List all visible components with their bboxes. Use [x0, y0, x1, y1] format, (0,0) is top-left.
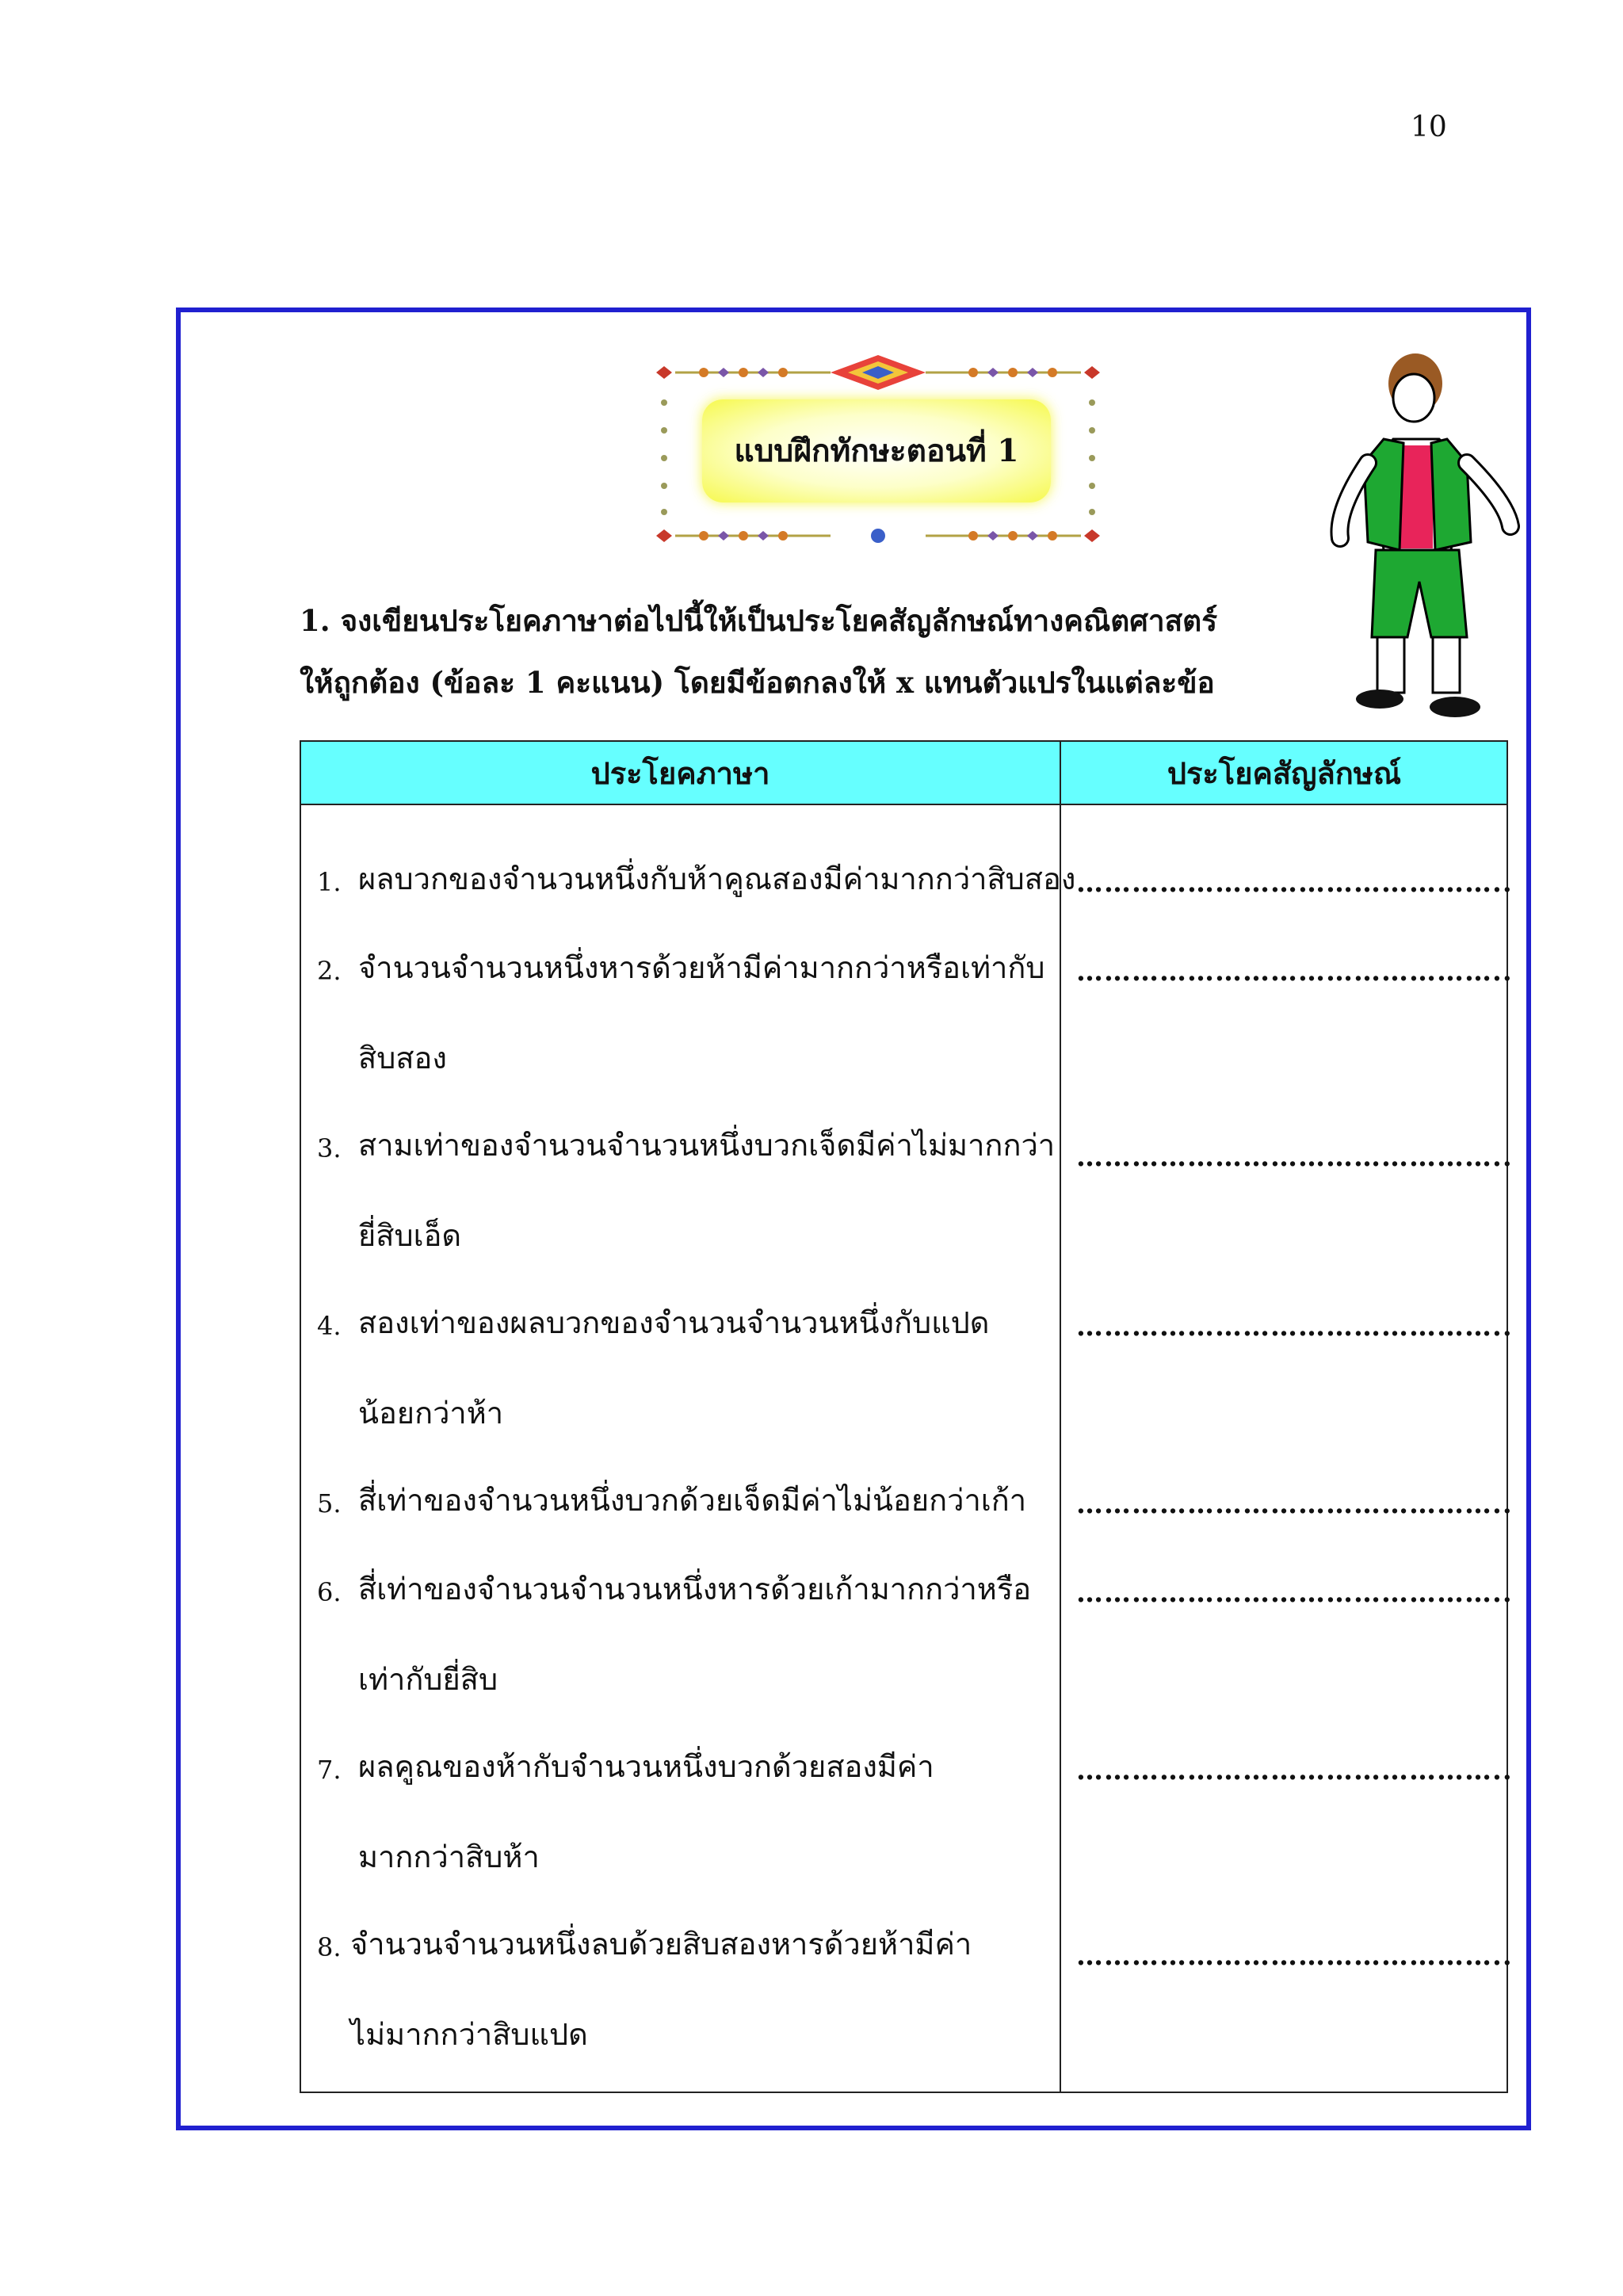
row-sentence: จำนวนจำนวนหนึ่งหารด้วยห้ามีค่ามากกว่าหรือเท่ากับ [358, 950, 1045, 985]
column-divider [1060, 742, 1061, 2092]
row-number: 4. [317, 1311, 342, 1341]
instruction-line-1: 1. จงเขียนประโยคภาษาต่อไปนี้ให้เป็นประโยคสัญลักษณ์ทางคณิตศาสตร์ [300, 603, 1218, 638]
row-number: 6. [317, 1577, 342, 1607]
row-number: 8. [317, 1932, 342, 1962]
row-sentence: สองเท่าของผลบวกของจำนวนจำนวนหนึ่งกับแปด [358, 1305, 990, 1340]
row-number: 5. [317, 1488, 342, 1519]
exercise-title: แบบฝึกทักษะตอนที่ 1 [702, 399, 1051, 502]
header-language-sentence: ประโยคภาษา [590, 755, 770, 791]
row-sentence: สามเท่าของจำนวนจำนวนหนึ่งบวกเจ็ดมีค่าไม่มากกว่า [358, 1128, 1056, 1163]
row-sentence-cont: สิบสอง [358, 1041, 447, 1075]
row-number: 7. [317, 1755, 342, 1785]
instruction-line-2: ให้ถูกต้อง (ข้อละ 1 คะแนน) โดยมีข้อตกลงให้ x แทนตัวแปรในแต่ละข้อ [300, 665, 1215, 700]
row-sentence: สี่เท่าของจำนวนจำนวนหนึ่งหารด้วยเก้ามากกว่าหรือ [358, 1572, 1032, 1606]
answer-blank[interactable]: ……………………………………….. [1076, 867, 1513, 899]
row-sentence-cont: เท่ากับยี่สิบ [358, 1662, 498, 1697]
row-sentence-cont: มากกว่าสิบห้า [358, 1839, 540, 1874]
exercise-frame [176, 308, 1531, 2130]
row-sentence: ผลคูณของห้ากับจำนวนหนึ่งบวกด้วยสองมีค่า [358, 1749, 934, 1784]
row-sentence-cont: น้อยกว่าห้า [358, 1396, 504, 1431]
table-header [301, 742, 1507, 805]
header-symbolic-sentence: ประโยคสัญลักษณ์ [1167, 755, 1402, 791]
answer-blank[interactable]: ……………………………………….. [1076, 1577, 1513, 1609]
row-number: 1. [317, 867, 342, 897]
row-number: 3. [317, 1133, 342, 1163]
answer-blank[interactable]: ……………………………………….. [1076, 1488, 1513, 1520]
answer-blank[interactable]: ……………………………………….. [1076, 1755, 1513, 1786]
row-sentence: สี่เท่าของจำนวนหนึ่งบวกด้วยเจ็ดมีค่าไม่น้อยกว่าเก้า [358, 1483, 1027, 1518]
row-sentence: จำนวนจำนวนหนึ่งลบด้วยสิบสองหารด้วยห้ามีค่า [350, 1927, 972, 1962]
row-sentence: ผลบวกของจำนวนหนึ่งกับห้าคูณสองมีค่ามากกว่าสิบสอง [358, 861, 1076, 896]
row-sentence-cont: ยี่สิบเอ็ด [358, 1218, 462, 1253]
answer-blank[interactable]: ……………………………………….. [1076, 1940, 1513, 1972]
page-number: 10 [1411, 111, 1447, 143]
answer-blank[interactable]: ……………………………………….. [1076, 1311, 1513, 1343]
answer-blank[interactable]: ……………………………………….. [1076, 956, 1513, 988]
row-sentence-cont: ไม่มากกว่าสิบแปด [350, 2017, 588, 2052]
answer-blank[interactable]: ……………………………………….. [1076, 1141, 1513, 1173]
exercise-table [300, 740, 1513, 2093]
row-number: 2. [317, 956, 342, 986]
